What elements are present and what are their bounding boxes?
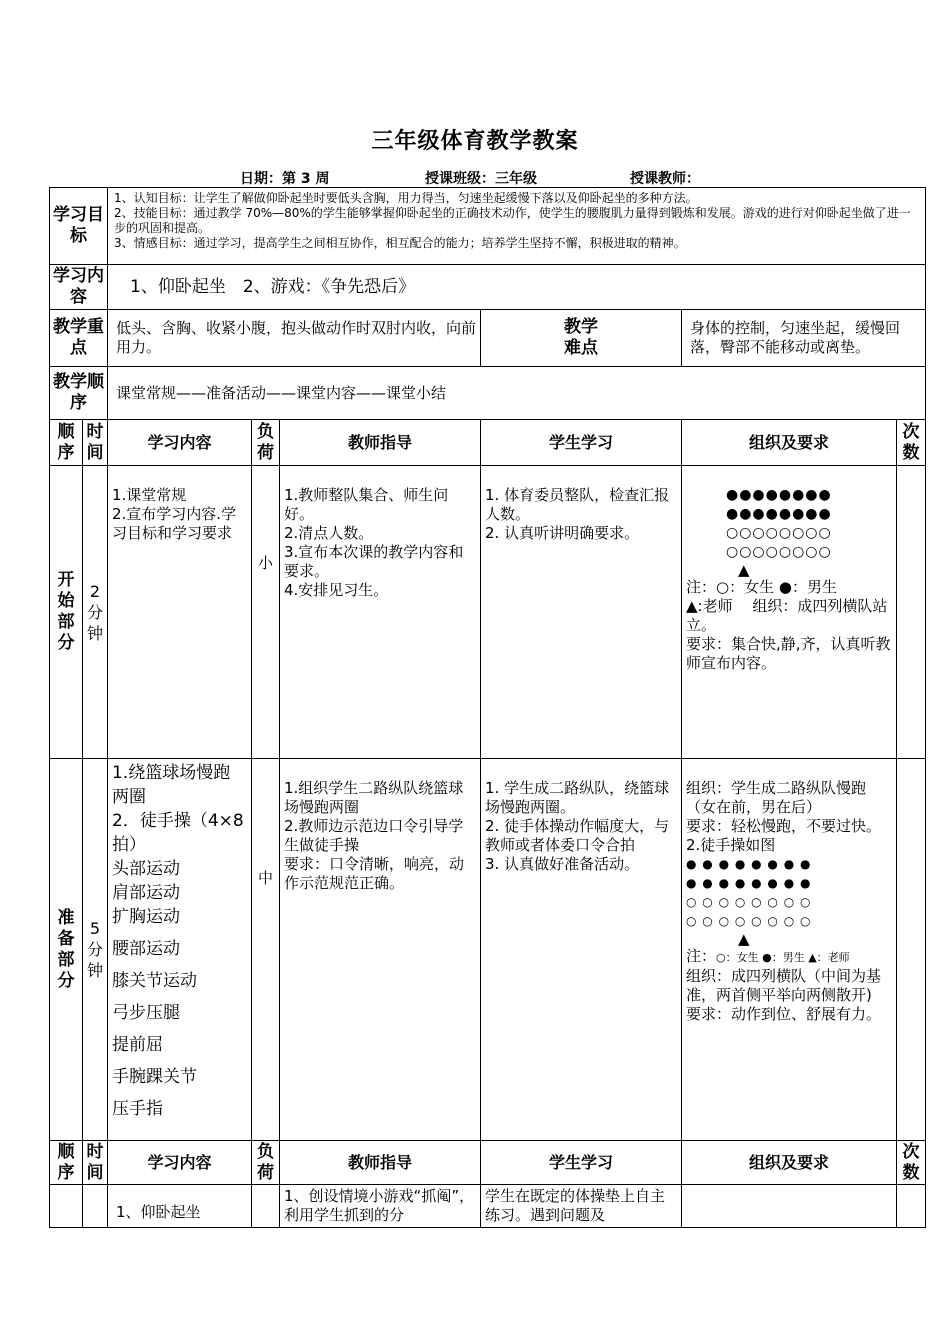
prep-content-item: 头部运动 (112, 859, 180, 879)
formation-row-girls: ○ ○ ○ ○ ○ ○ ○ ○ (686, 914, 812, 928)
prep-org-line: 组织：学生成二路纵队慢跑（女在前，男在后） (686, 779, 867, 816)
key-points-row (50, 310, 926, 367)
prep-org-note: 注：○：女生 ●：男生 ▲：老师 (686, 947, 850, 965)
objective-emotion: 3、情感目标：通过学习，提高学生之间相互协作，相互配合的能力；培养学生坚持不懈，积极进取的精神。 (114, 236, 686, 250)
date-label: 日期： (240, 171, 282, 187)
teacher-field (630, 168, 700, 188)
teacher-label: 授课教师： (630, 171, 700, 187)
prep-load: 中 (252, 759, 280, 1141)
prep-section-row (50, 759, 926, 1141)
prep-content-item: 2．徒手操（4×8 拍） (112, 811, 244, 855)
date-value: 第 3 周 (282, 171, 330, 187)
key-points-value: 低头、含胸、收紧小腹，抱头做动作时双肘内收，向前用力。 (108, 310, 481, 367)
prep-content-item: 提前屈 (112, 1035, 163, 1055)
formation-row-boys: ● ● ● ● ● ● ● ● (686, 857, 812, 871)
prep-section-label: 准备部分 (50, 759, 83, 1141)
content-value: 1、仰卧起坐 2、游戏：《争先恐后》 (108, 265, 926, 310)
start-section-label: 开始部分 (50, 466, 83, 759)
main-student: 学生在既定的体操垫上自主练习。遇到问题及 (481, 1185, 682, 1228)
header-content: 学习内容 (108, 420, 252, 466)
header-org: 组织及要求 (682, 420, 897, 466)
prep-student-item: 2. 徒手体操动作幅度大，与教师或者体委口令合拍 (485, 817, 670, 854)
formation-row-boys: ● ● ● ● ● ● ● ● (686, 876, 812, 890)
column-header-row-2 (50, 1141, 926, 1185)
header-time: 时间 (83, 420, 108, 466)
prep-student-item: 1. 学生成二路纵队，绕篮球场慢跑两圈。 (485, 779, 670, 816)
formation-row-boys: ●●●●●●●● (726, 506, 832, 522)
header-load: 负荷 (252, 1141, 280, 1185)
start-org (682, 466, 897, 759)
start-teacher-item: 2.清点人数。 (284, 524, 374, 542)
prep-formation (686, 855, 892, 947)
start-org-line: 要求：集合快,静,齐，认真听教师宣布内容。 (686, 635, 891, 672)
class-field (425, 168, 537, 188)
start-load: 小 (252, 466, 280, 759)
prep-teacher-item: 要求：口令清晰，响亮，动作示范规范正确。 (284, 855, 465, 892)
objective-cognitive: 1、认知目标：让学生了解做仰卧起坐时要低头含胸，用力得当，匀速坐起缓慢下落以及仰卧起坐的多种方法。 (114, 191, 698, 205)
objectives-row (50, 188, 926, 265)
start-teacher-item: 3.宣布本次课的教学内容和要求。 (284, 543, 464, 580)
prep-content (108, 759, 252, 1141)
objectives-text (108, 188, 926, 265)
main-section-row (50, 1185, 926, 1228)
prep-content-item: 腰部运动 (112, 939, 180, 959)
page-title: 三年级体育教学教案 (371, 129, 579, 154)
objectives-label: 学习目标 (50, 188, 108, 265)
main-count (897, 1185, 926, 1228)
start-formation (686, 486, 892, 578)
prep-content-item: 膝关节运动 (112, 971, 197, 991)
main-load (252, 1185, 280, 1228)
class-label: 授课班级： (425, 171, 495, 187)
header-student: 学生学习 (481, 1141, 682, 1185)
start-org-line: ▲:老师 组织：成四列横队站立。 (686, 597, 888, 634)
prep-content-item: 压手指 (112, 1099, 163, 1119)
prep-content-item: 1.绕篮球场慢跑两圈 (112, 763, 231, 807)
prep-time: 5分钟 (83, 759, 108, 1141)
header-teacher: 教师指导 (280, 1141, 481, 1185)
start-student (481, 466, 682, 759)
header-time: 时间 (83, 1141, 108, 1185)
main-org (682, 1185, 897, 1228)
start-content-item: 1.课堂常规 (112, 486, 187, 504)
prep-content-item: 弓步压腿 (112, 1003, 180, 1023)
prep-student (481, 759, 682, 1141)
sequence-value: 课堂常规——准备活动——课堂内容——课堂小结 (108, 367, 926, 420)
header-count: 次数 (897, 420, 926, 466)
header-order: 顺序 (50, 1141, 83, 1185)
prep-content-item: 肩部运动 (112, 883, 180, 903)
start-org-line: 注：○：女生 ●：男生 (686, 578, 837, 596)
difficulty-label: 教学难点 (481, 310, 682, 367)
prep-org-line: 组织：成四列横队（中间为基准，两首侧平举向两侧散开) (686, 967, 882, 1004)
content-row (50, 265, 926, 310)
start-student-item: 1. 体育委员整队，检查汇报人数。 (485, 486, 670, 523)
header-teacher: 教师指导 (280, 420, 481, 466)
prep-org (682, 759, 897, 1141)
start-content-item: 2.宣布学习内容.学习目标和学习要求 (112, 505, 237, 542)
sequence-label: 教学顺序 (50, 367, 108, 420)
header-order: 顺序 (50, 420, 83, 466)
header-student: 学生学习 (481, 420, 682, 466)
difficulty-value: 身体的控制，匀速坐起，缓慢回落，臀部不能移动或离垫。 (682, 310, 926, 367)
main-teacher: 1、创设情境小游戏“抓阄”，利用学生抓到的分 (280, 1185, 481, 1228)
content-label: 学习内容 (50, 265, 108, 310)
lesson-plan-table (49, 187, 926, 1228)
prep-org-line: 2.徒手操如图 (686, 836, 776, 854)
start-content (108, 466, 252, 759)
prep-student-item: 3. 认真做好准备活动。 (485, 855, 640, 873)
start-teacher (280, 466, 481, 759)
prep-content-item: 扩胸运动 (112, 907, 180, 927)
main-section-label (50, 1185, 83, 1228)
date-field (240, 168, 330, 188)
class-value: 三年级 (495, 171, 537, 187)
teacher-triangle-icon: ▲ (738, 930, 750, 948)
prep-org-line: 要求：轻松慢跑，不要过快。 (686, 817, 882, 835)
formation-row-boys: ●●●●●●●● (726, 487, 832, 503)
formation-row-girls: ○ ○ ○ ○ ○ ○ ○ ○ (686, 895, 812, 909)
prep-teacher-item: 1.组织学生二路纵队绕篮球场慢跑两圈 (284, 779, 464, 816)
start-teacher-item: 1.教师整队集合、师生问好。 (284, 486, 449, 523)
start-teacher-item: 4.安排见习生。 (284, 581, 389, 599)
header-count: 次数 (897, 1141, 926, 1185)
prep-teacher (280, 759, 481, 1141)
main-content: 1、仰卧起坐 (108, 1185, 252, 1228)
prep-count (897, 759, 926, 1141)
main-time (83, 1185, 108, 1228)
start-section-row (50, 466, 926, 759)
prep-teacher-item: 2.教师边示范边口令引导学生做徒手操 (284, 817, 464, 854)
header-org: 组织及要求 (682, 1141, 897, 1185)
teacher-triangle-icon: ▲ (738, 561, 750, 579)
column-header-row (50, 420, 926, 466)
prep-org-line: 要求：动作到位、舒展有力。 (686, 1005, 882, 1023)
objective-skill: 2、技能目标：通过教学 70%—80%的学生能够掌握仰卧起坐的正确技术动作，使学生的腰腹肌力量得到锻炼和发展。游戏的进行对仰卧起坐做了进一步的巩固和提高。 (114, 206, 911, 235)
formation-row-girls: ○○○○○○○○ (726, 544, 832, 560)
prep-content-item: 手腕踝关节 (112, 1067, 197, 1087)
sequence-row (50, 367, 926, 420)
key-points-label: 教学重点 (50, 310, 108, 367)
header-load: 负荷 (252, 420, 280, 466)
formation-row-girls: ○○○○○○○○ (726, 525, 832, 541)
start-count (897, 466, 926, 759)
start-time: 2分钟 (83, 466, 108, 759)
header-content: 学习内容 (108, 1141, 252, 1185)
start-student-item: 2. 认真听讲明确要求。 (485, 524, 640, 542)
